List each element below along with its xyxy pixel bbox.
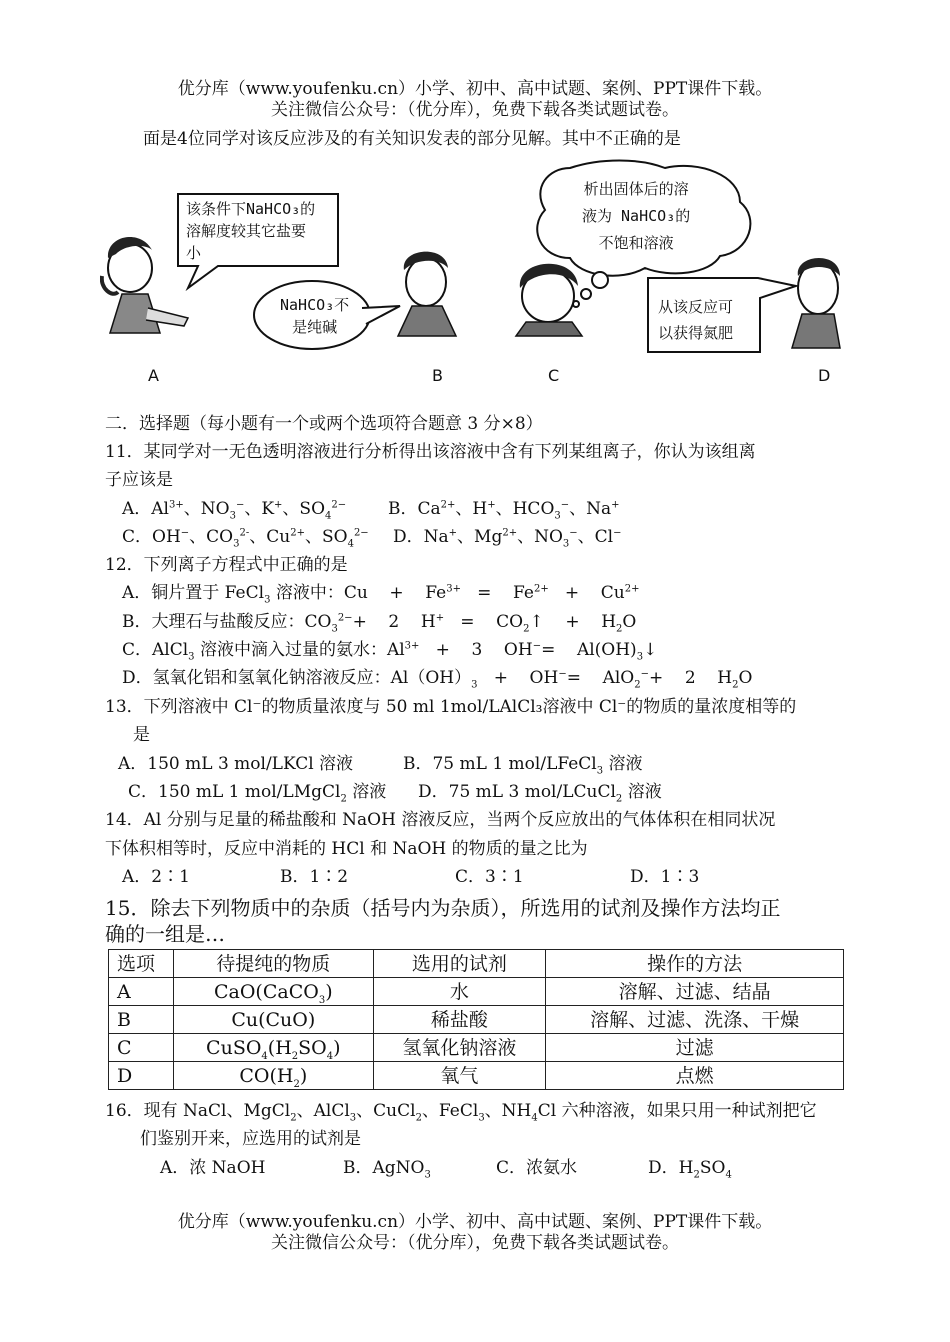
table-cell-option: B — [109, 1006, 174, 1034]
q12-option-c: C．AlCl$_3$ 溶液中滴入过量的氨水：$Al^{3+}$ + 3 OH−= $Al(OH)_3↓$ — [122, 640, 658, 663]
cartoon-figure — [100, 158, 850, 393]
table-cell-option: A — [109, 978, 174, 1006]
q13-stem-1: 13．下列溶液中 Cl⁻的物质量浓度与 50 ml 1mol/LAlCl₃溶液中 Cl⁻的物质的量浓度相等的 — [105, 697, 797, 717]
q12-option-a: A．铜片置于 FeCl$_3$ 溶液中：Cu + $Fe^{3+}$ = $Fe^{2+}$ + $Cu^{2+}$ — [122, 583, 640, 606]
q12-option-d: D．氢氧化铝和氢氧化钠溶液反应：$Al(OH)_3$ + OH−= AlO$_2$−+ 2 $H_2O$ — [122, 668, 753, 691]
q14-option-a: A．2∶1 — [122, 867, 190, 887]
q15-stem-1: 15．除去下列物质中的杂质（括号内为杂质），所选用的试剂及操作方法均正 — [105, 896, 781, 920]
speech-a-line: 小 — [186, 244, 202, 262]
q14-stem-2: 下体积相等时，反应中消耗的 HCl 和 NaOH 的物质的量之比为 — [105, 839, 588, 859]
q14-option-c: C．3∶1 — [455, 867, 524, 887]
table-cell-option: D — [109, 1062, 174, 1090]
table-row — [109, 978, 844, 1006]
speech-d — [658, 294, 733, 346]
q16-stem-1: 16．现有 NaCl、MgCl$_2$、AlCl$_3$、CuCl$_2$、FeCl$_3$、$NH_4Cl$ 六种溶液，如果只用一种试剂把它 — [105, 1101, 817, 1124]
speech-b — [280, 294, 349, 338]
table-cell-method: 溶解、过滤、结晶 — [546, 978, 844, 1006]
speech-b-line: 是纯碱 — [292, 318, 338, 336]
table-cell-substance: Cu(CuO) — [174, 1006, 374, 1034]
table-cell-method: 点燃 — [546, 1062, 844, 1090]
speech-b-line: NaHCO₃不 — [280, 296, 350, 314]
q11-option-b: B．$Ca^{2+}$、H+、$HCO_3^-$、Na+ — [388, 499, 620, 522]
q13-stem-2: 是 — [133, 725, 150, 745]
q16-option-a: A．浓 NaOH — [160, 1158, 266, 1178]
header-line-2: 关注微信公众号：（优分库），免费下载各类试题试卷。 — [271, 100, 679, 120]
thought-c-line: 析出固体后的溶 — [583, 180, 689, 198]
table-cell-method: 过滤 — [546, 1034, 844, 1062]
table-cell-reagent: 稀盐酸 — [373, 1006, 546, 1034]
q16-option-c: C．浓氨水 — [496, 1158, 578, 1178]
table-row — [109, 1034, 844, 1062]
table-header-cell: 选用的试剂 — [373, 950, 546, 978]
q13-option-b: B．75 mL 1 mol/LFeCl$_3$ 溶液 — [403, 754, 643, 777]
thought-c-line: 不饱和溶液 — [598, 234, 674, 252]
table-cell-reagent: 氧气 — [373, 1062, 546, 1090]
table-cell-method: 溶解、过滤、洗涤、干燥 — [546, 1006, 844, 1034]
speech-a-line: 溶解度较其它盐要 — [186, 222, 307, 240]
q12-option-b: B．大理石与盐酸反应：$CO_3^{2-}+$ 2 H+ = $CO_2↑$ + $H_2O$ — [122, 612, 637, 635]
label-b: B — [432, 366, 443, 385]
q16-stem-2: 们鉴别开来，应选用的试剂是 — [140, 1129, 361, 1149]
speech-d-line: 从该反应可 — [658, 298, 734, 316]
label-a: A — [148, 366, 159, 385]
speech-d-line: 以获得氮肥 — [658, 324, 734, 342]
q14-option-b: B．1∶2 — [280, 867, 349, 887]
table-row — [109, 1062, 844, 1090]
q14-stem-1: 14．Al 分别与足量的稀盐酸和 NaOH 溶液反应，当两个反应放出的气体体积在相同状况 — [105, 810, 776, 830]
footer-line-2: 关注微信公众号：（优分库），免费下载各类试题试卷。 — [271, 1233, 679, 1253]
q15-stem-2: 确的一组是… — [105, 922, 225, 946]
illustration — [100, 158, 850, 393]
q15-table — [108, 949, 844, 1090]
table-cell-substance: $CuSO_4(H_2SO_4)$ — [174, 1034, 374, 1062]
thought-c-line: 液为 NaHCO₃的 — [582, 207, 691, 225]
table-header-row — [109, 950, 844, 978]
q11-option-d: D．Na+、$Mg^{2+}$、$NO_3^-$、Cl− — [393, 527, 622, 550]
table-header-cell: 操作的方法 — [546, 950, 844, 978]
q13-option-a: A．150 mL 3 mol/LKCl 溶液 — [118, 754, 354, 774]
label-d: D — [818, 366, 831, 385]
q16-option-b: B．AgNO$_3$ — [343, 1158, 431, 1181]
table-cell-substance: $CO(H_2)$ — [174, 1062, 374, 1090]
q12-stem: 12．下列离子方程式中正确的是 — [105, 555, 348, 575]
table-cell-reagent: 水 — [373, 978, 546, 1006]
table-header-cell: 选项 — [109, 950, 174, 978]
speech-a-line: 该条件下NaHCO₃的 — [186, 200, 316, 218]
label-c: C — [548, 366, 560, 385]
q11-stem-2: 子应该是 — [105, 470, 173, 490]
speech-a — [186, 198, 315, 264]
section-heading: 二．选择题（每小题有一个或两个选项符合题意 3 分×8） — [105, 414, 543, 434]
intro-text: 面是4位同学对该反应涉及的有关知识发表的部分见解。其中不正确的是 — [143, 129, 681, 149]
footer-line-1: 优分库（www.youfenku.cn）小学、初中、高中试题、案例、PPT课件下载。 — [177, 1212, 773, 1232]
q11-option-a: A．$Al^{3+}$、$NO_3^-$、K+、$SO_4^{2-}$ — [122, 499, 347, 522]
table-cell-option: C — [109, 1034, 174, 1062]
q14-option-d: D．1∶3 — [630, 867, 700, 887]
table-row — [109, 1006, 844, 1034]
table-cell-reagent: 氢氧化钠溶液 — [373, 1034, 546, 1062]
thought-c — [582, 176, 690, 257]
table-cell-substance: CaO(CaCO$_3$) — [174, 978, 374, 1006]
header-line-1: 优分库（www.youfenku.cn）小学、初中、高中试题、案例、PPT课件下载。 — [177, 79, 773, 99]
table-header-cell: 待提纯的物质 — [174, 950, 374, 978]
q11-stem-1: 11．某同学对一无色透明溶液进行分析得出该溶液中含有下列某组离子，你认为该组离 — [105, 442, 756, 462]
q11-option-c: C．OH−、$CO_3^{2-}$、$Cu^{2+}$、$SO_4^{2-}$ — [122, 527, 369, 550]
q16-option-d: D．$H_2SO_4$ — [648, 1158, 732, 1181]
q13-option-d: D．75 mL 3 mol/LCuCl$_2$ 溶液 — [418, 782, 662, 805]
q13-option-c: C．150 mL 1 mol/LMgCl$_2$ 溶液 — [128, 782, 387, 805]
